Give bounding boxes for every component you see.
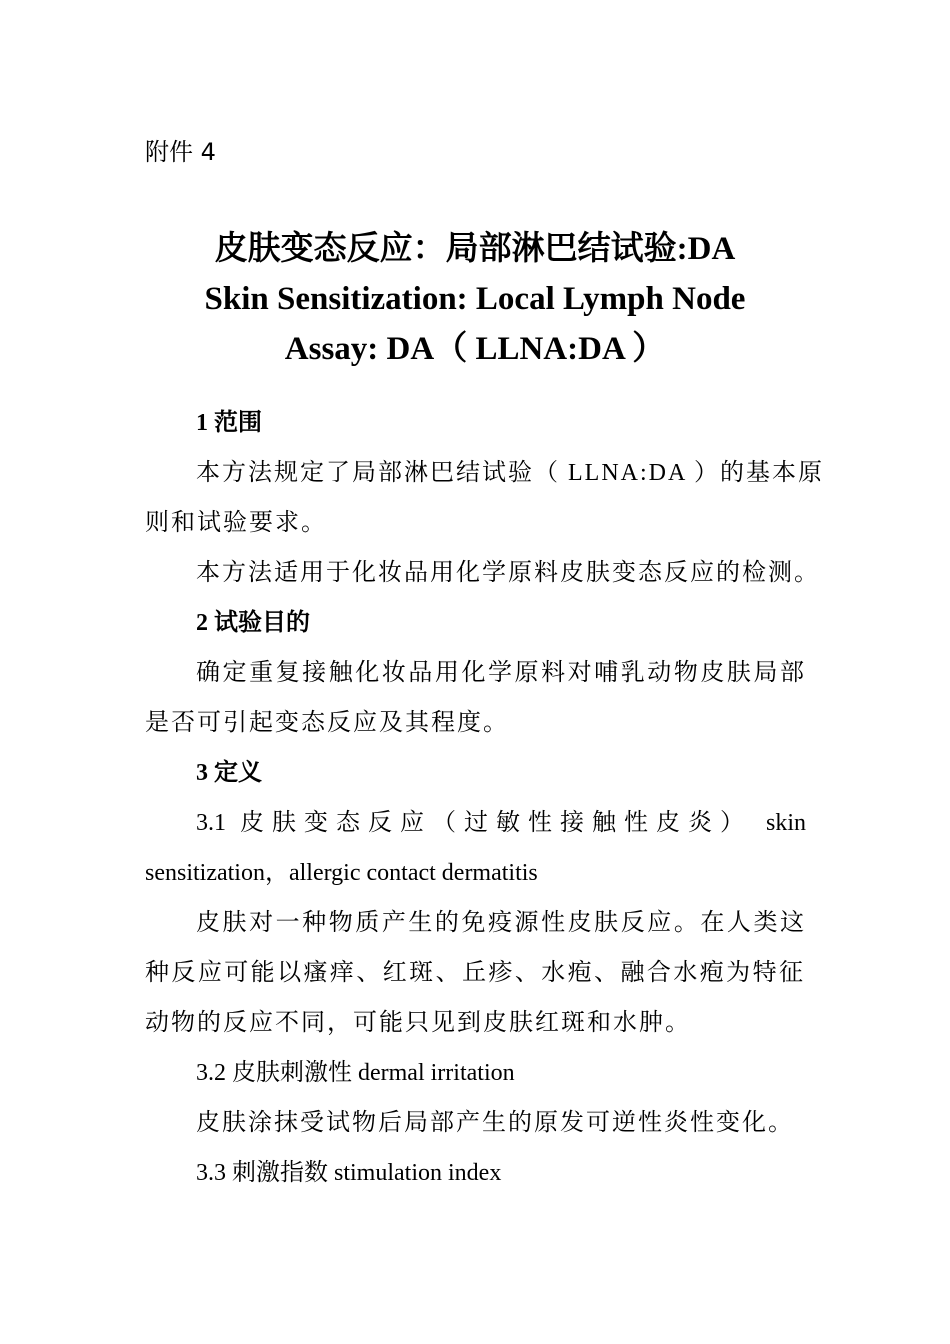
attachment-label: 附件 4 [145,138,216,166]
section-1-paragraph-1-line-2: 则和试验要求。 [145,510,327,536]
definition-3-2-term: 3.2 皮肤刺激性 dermal irritation [196,1060,515,1086]
document-title-line-2: Skin Sensitization: Local Lymph Node [204,281,746,317]
section-2-heading: 2 试验目的 [196,610,310,636]
section-3-heading: 3 定义 [196,760,262,786]
definition-3-1-text-line-2: 种反应可能以瘙痒、红斑、丘疹、水疱、融合水疱为特征 [145,960,805,986]
section-1-heading: 1 范围 [196,410,262,436]
document-title-line-3: Assay: DA（ LLNA:DA ） [284,331,666,367]
definition-3-3-term: 3.3 刺激指数 stimulation index [196,1160,502,1186]
definition-3-1-term-line-1: 3.1 皮肤变态反应（过敏性接触性皮炎） skin [196,810,806,836]
definition-3-1-text-line-1: 皮肤对一种物质产生的免疫源性皮肤反应。在人类这 [196,910,806,936]
section-1-paragraph-2: 本方法适用于化妆品用化学原料皮肤变态反应的检测。 [196,560,820,586]
definition-3-2-text: 皮肤涂抹受试物后局部产生的原发可逆性炎性变化。 [196,1110,794,1136]
definition-3-1-text-line-3: 动物的反应不同，可能只见到皮肤红斑和水肿。 [145,1010,691,1036]
section-1-paragraph-1-line-1: 本方法规定了局部淋巴结试验（ LLNA:DA ）的基本原 [196,460,824,486]
definition-3-1-term-line-2: sensitization，allergic contact dermatitis [145,860,538,886]
section-2-paragraph-line-1: 确定重复接触化妆品用化学原料对哺乳动物皮肤局部 [196,660,806,686]
section-2-paragraph-line-2: 是否可引起变态反应及其程度。 [145,710,509,736]
document-title-line-1: 皮肤变态反应：局部淋巴结试验:DA [214,231,736,267]
